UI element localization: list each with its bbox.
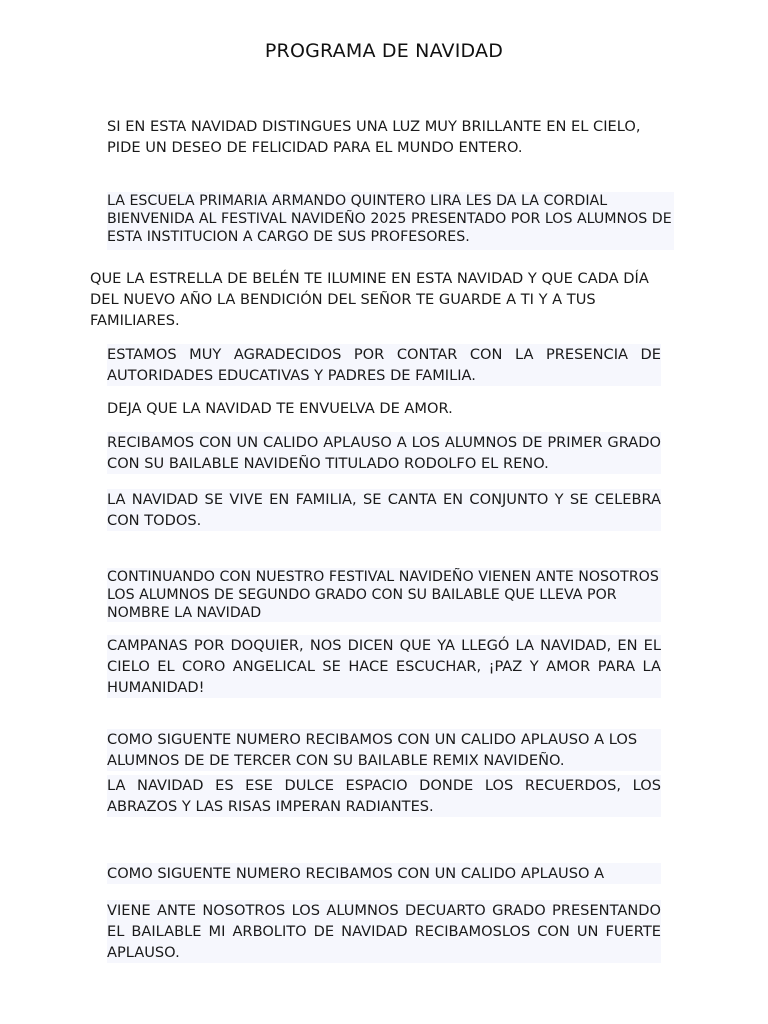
paragraph-primer-grado: RECIBAMOS CON UN CALIDO APLAUSO A LOS ALUMNOS DE PRIMER GRADO CON SU BAILABLE NAVIDEÑO TITULADO RODOLFO EL RENO. (107, 434, 661, 472)
paragraph-segundo-grado: CONTINUANDO CON NUESTRO FESTIVAL NAVIDEÑO VIENEN ANTE NOSOTROS LOS ALUMNOS DE SEGUNDO GRADO CON SU BAILABLE QUE LLEVA POR NOMBRE LA NAVIDAD (107, 568, 661, 622)
paragraph-campanas: CAMPANAS POR DOQUIER, NOS DICEN QUE YA LLEGÓ LA NAVIDAD, EN EL CIELO EL CORO ANGELICAL SE HACE ESCUCHAR, ¡PAZ Y AMOR PARA LA HUMANIDAD! (107, 637, 661, 696)
paragraph-siguiente-numero: COMO SIGUENTE NUMERO RECIBAMOS CON UN CALIDO APLAUSO A (107, 863, 661, 884)
paragraph-envuelva-amor: DEJA QUE LA NAVIDAD TE ENVUELVA DE AMOR. (107, 400, 453, 417)
paragraph-dulce-espacio: LA NAVIDAD ES ESE DULCE ESPACIO DONDE LOS RECUERDOS, LOS ABRAZOS Y LAS RISAS IMPERAN RADIANTES. (107, 777, 661, 815)
paragraph-tercer-grado: COMO SIGUENTE NUMERO RECIBAMOS CON UN CALIDO APLAUSO A LOS ALUMNOS DE DE TERCER CON SU BAILABLE REMIX NAVIDEÑO. (107, 729, 661, 771)
paragraph-bienvenida: LA ESCUELA PRIMARIA ARMANDO QUINTERO LIRA LES DA LA CORDIAL BIENVENIDA AL FESTIVAL NAVIDEÑO 2025 PRESENTADO POR LOS ALUMNOS DE ESTA INSTITUCION A CARGO DE SUS PROFESORES. (107, 192, 674, 250)
paragraph-agradecimiento: ESTAMOS MUY AGRADECIDOS POR CONTAR CON LA PRESENCIA DE AUTORIDADES EDUCATIVAS Y PADRES DE FAMILIA. (107, 346, 661, 384)
paragraph-estrella-belen: QUE LA ESTRELLA DE BELÉN TE ILUMINE EN ESTA NAVIDAD Y QUE CADA DÍA DEL NUEVO AÑO LA BENDICIÓN DEL SEÑOR TE GUARDE A TI Y A TUS FAMILIARES. (90, 270, 649, 329)
paragraph-familia: LA NAVIDAD SE VIVE EN FAMILIA, SE CANTA EN CONJUNTO Y SE CELEBRA CON TODOS. (107, 491, 661, 529)
document-title: PROGRAMA DE NAVIDAD (264, 40, 504, 62)
paragraph-cuarto-grado: VIENE ANTE NOSOTROS LOS ALUMNOS DECUARTO GRADO PRESENTANDO EL BAILABLE MI ARBOLITO DE NAVIDAD RECIBAMOSLOS CON UN FUERTE APLAUSO. (107, 902, 661, 961)
paragraph-luz-brillante: SI EN ESTA NAVIDAD DISTINGUES UNA LUZ MUY BRILLANTE EN EL CIELO, PIDE UN DESEO DE FELICIDAD PARA EL MUNDO ENTERO. (107, 118, 641, 156)
